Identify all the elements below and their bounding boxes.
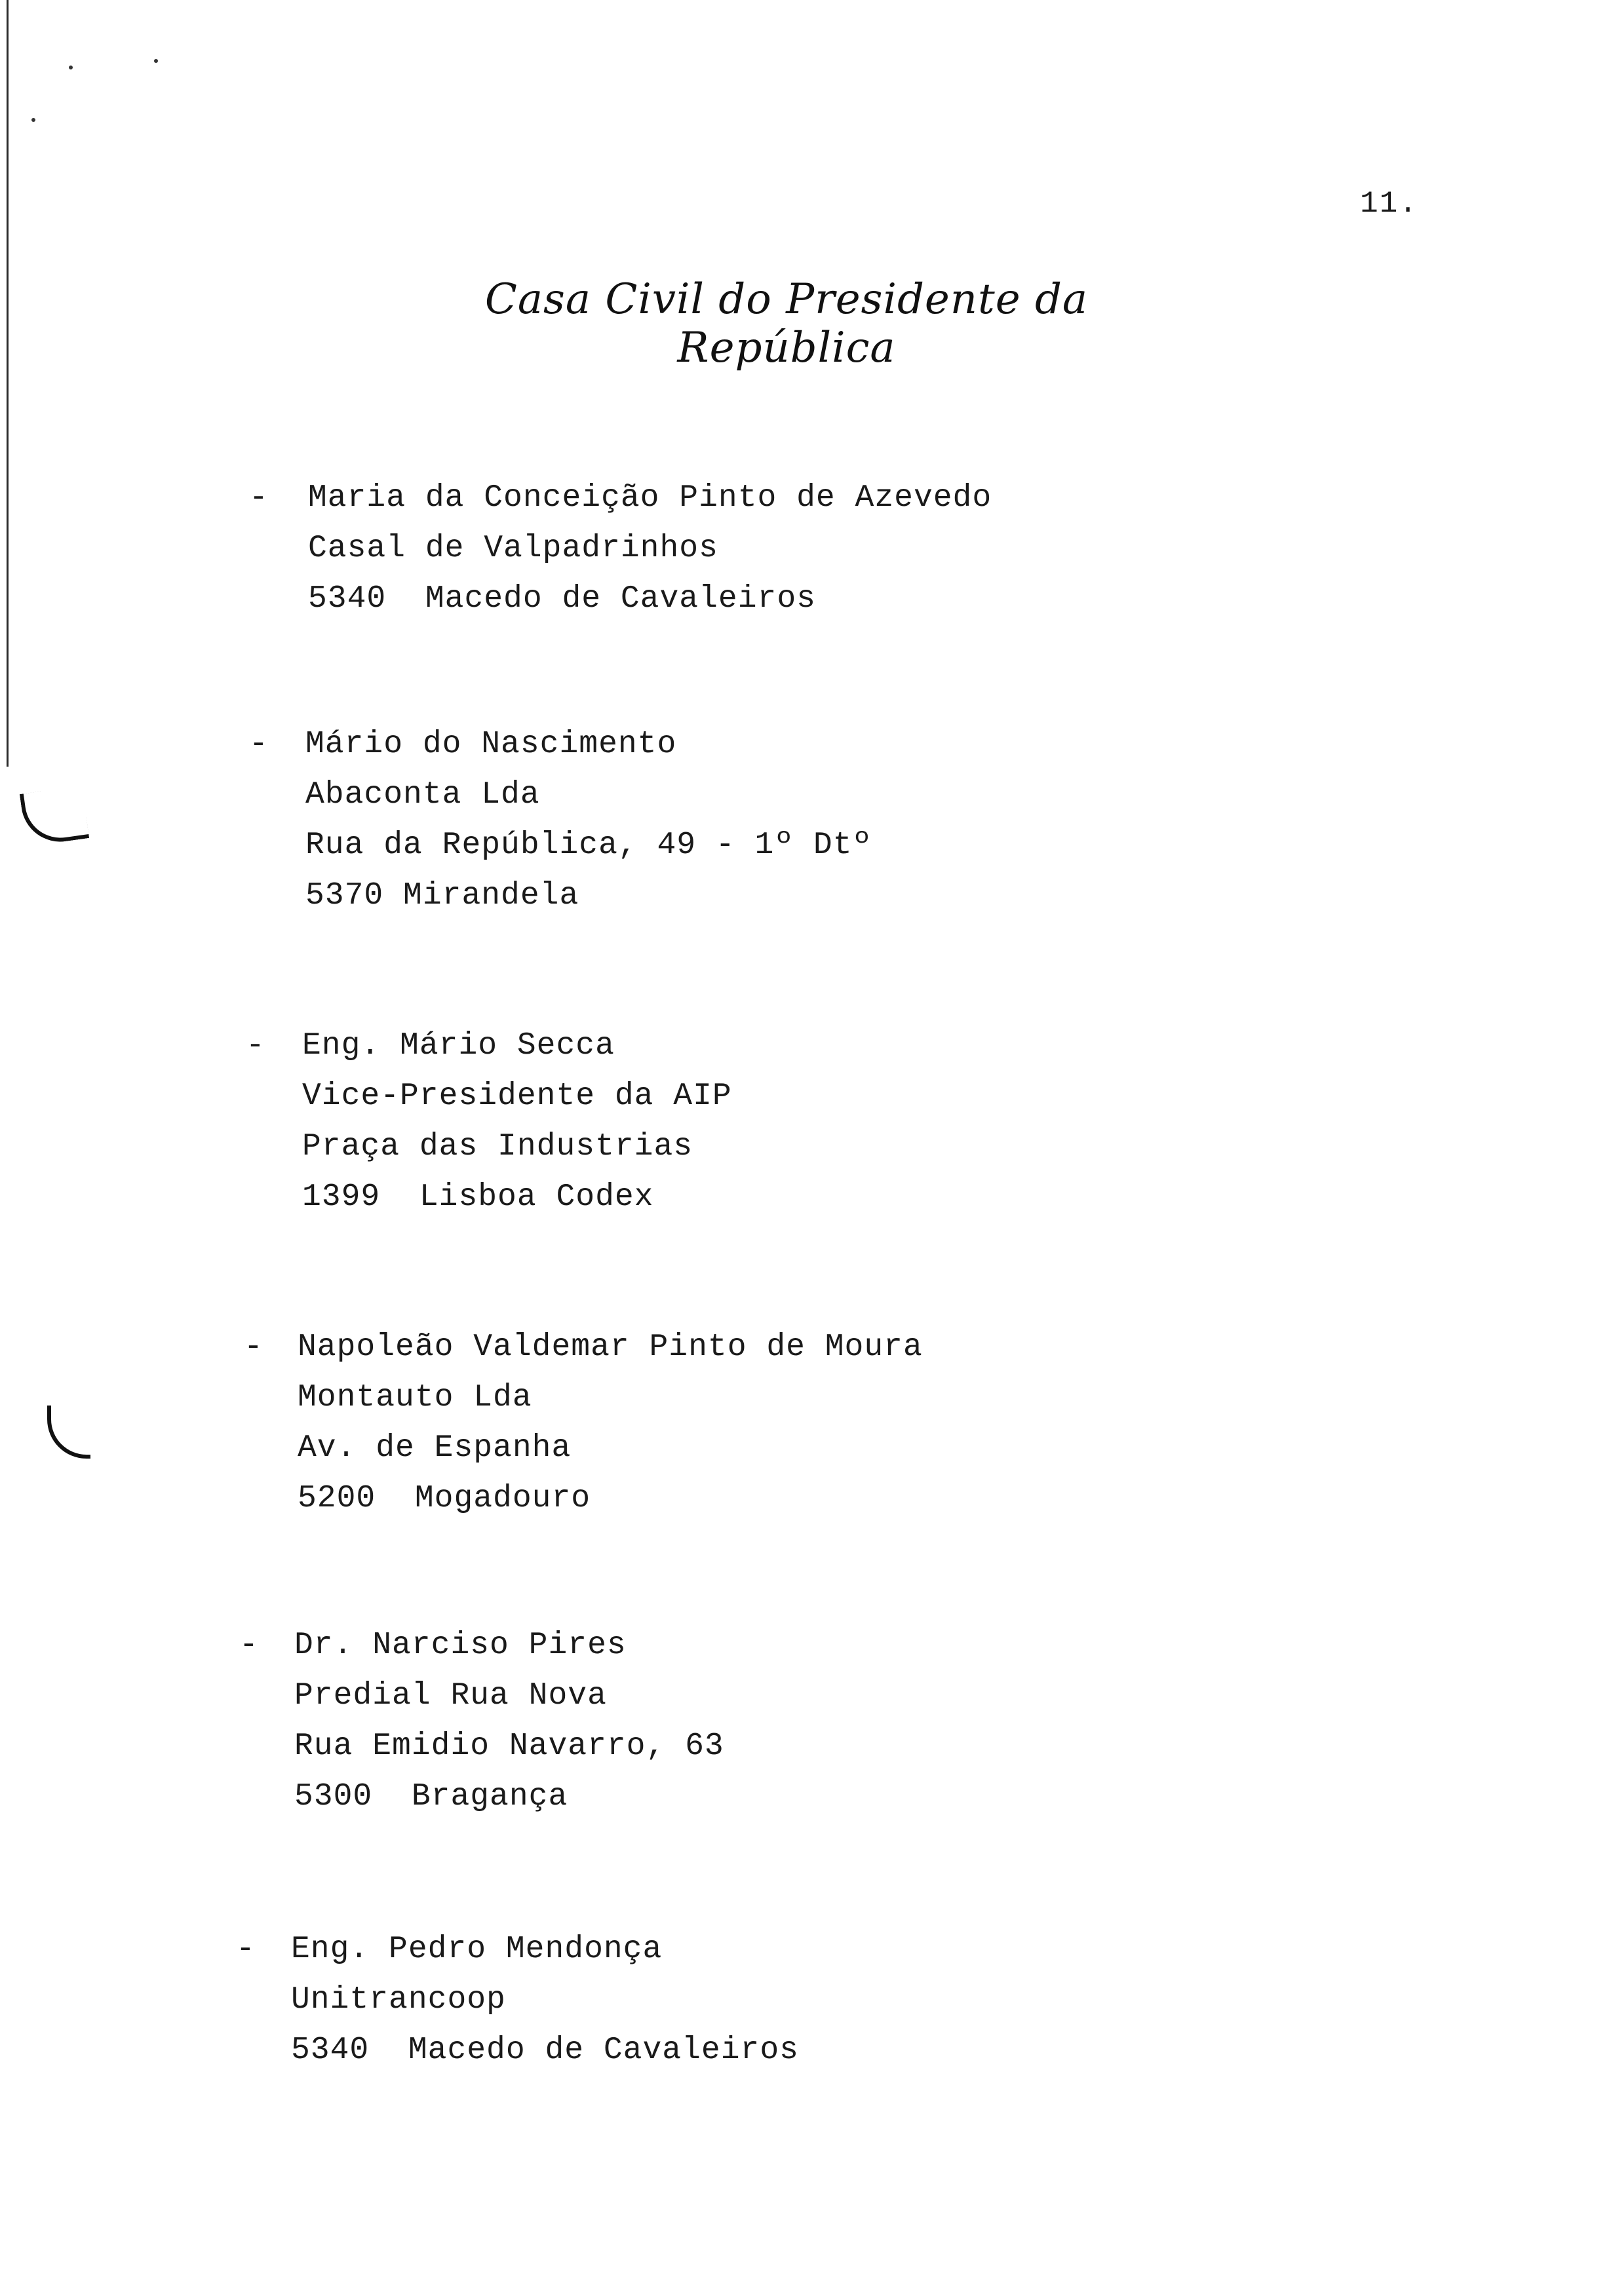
list-dash: - [236, 1932, 255, 1967]
entry-address-line: Unitrancoop [291, 1982, 506, 2018]
entry-name: Maria da Conceição Pinto de Azevedo [308, 480, 992, 516]
entry-address-line: Rua da República, 49 - 1º Dtº [305, 828, 872, 863]
binder-hole-mark [20, 786, 89, 847]
list-dash: - [249, 480, 268, 516]
entry-name: Eng. Mário Secca [302, 1028, 615, 1063]
entry-postal-line: 5300 Bragança [294, 1779, 568, 1814]
entry-name: Eng. Pedro Mendonça [291, 1932, 663, 1967]
binder-hole-mark [47, 1406, 90, 1459]
entry-address-line: Casal de Valpadrinhos [308, 531, 718, 566]
scan-edge-line [7, 0, 9, 767]
entry-postal-line: 5200 Mogadouro [298, 1481, 591, 1516]
entry-postal-line: 5370 Mirandela [305, 878, 579, 913]
entry-address-line: Rua Emidio Navarro, 63 [294, 1729, 724, 1764]
entry-postal-line: 1399 Lisboa Codex [302, 1179, 654, 1215]
entry-name: Mário do Nascimento [305, 727, 677, 762]
entry-postal-line: 5340 Macedo de Cavaleiros [291, 2033, 799, 2068]
letterhead: Casa Civil do Presidente da República [484, 275, 1089, 372]
entry-address-line: Praça das Industrias [302, 1129, 693, 1164]
scan-speck [154, 59, 158, 63]
list-dash: - [239, 1628, 258, 1663]
entry-name: Dr. Narciso Pires [294, 1628, 627, 1663]
scan-speck [69, 66, 73, 69]
list-dash: - [249, 727, 268, 762]
list-dash: - [244, 1330, 263, 1365]
list-dash: - [246, 1028, 265, 1063]
entry-address-line: Av. de Espanha [298, 1430, 572, 1466]
entry-address-line: Vice-Presidente da AIP [302, 1079, 732, 1114]
page-number: 11. [1360, 187, 1418, 221]
scan-speck [31, 118, 35, 122]
entry-address-line: Predial Rua Nova [294, 1678, 607, 1713]
entry-name: Napoleão Valdemar Pinto de Moura [298, 1330, 923, 1365]
entry-address-line: Abaconta Lda [305, 777, 540, 813]
entry-address-line: Montauto Lda [298, 1380, 532, 1415]
entry-postal-line: 5340 Macedo de Cavaleiros [308, 581, 816, 617]
